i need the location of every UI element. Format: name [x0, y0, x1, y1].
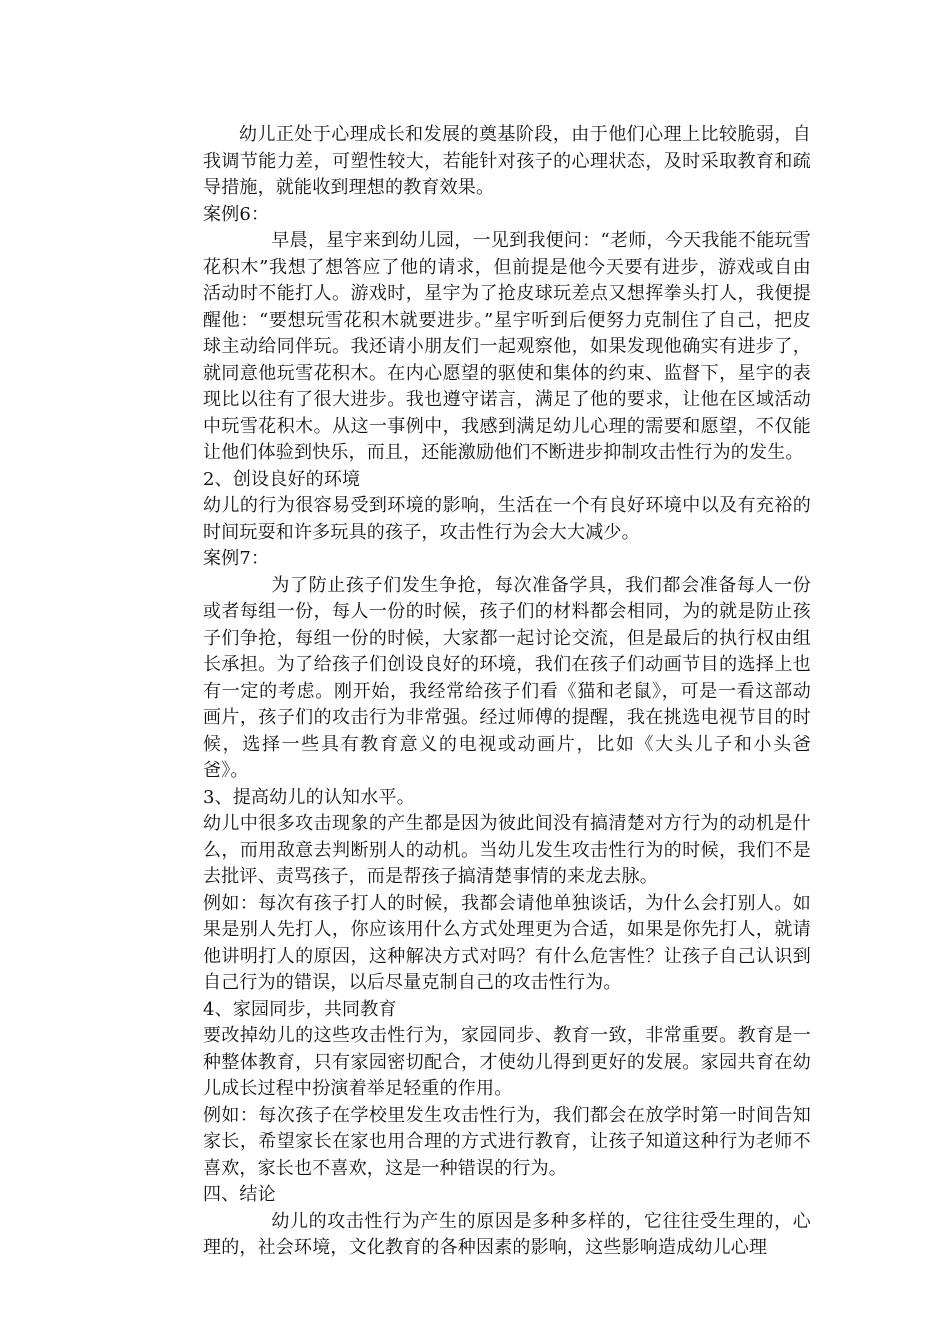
- case-6-paragraph: 早晨，星宇来到幼儿园，一见到我便问：“老师，今天我能不能玩雪花积木”我想了想答应了他的请求，但前提是他今天要有进步，游戏或自由活动时不能打人。游戏时，星宇为了抢皮球玩差点又想挥拳头打人，我便提醒他：“要想玩雪花积木就要进步。”星宇听到后便努力克制住了自己，把皮球主动给同伴玩。我还请小朋友们一起观察他，如果发现他确实有进步了，就同意他玩雪花积木。在内心愿望的驱使和集体的约束、监督下，星宇的表现比以往有了很大进步。我也遵守诺言，满足了他的要求，让他在区域活动中玩雪花积木。从这一事例中，我感到满足幼儿心理的需要和愿望，不仅能让他们体验到快乐，而且，还能激励他们不断进步抑制攻击性行为的发生。: [203, 230, 811, 463]
- section-4-heading: 4、家园同步，共同教育: [203, 998, 397, 1020]
- section-2-paragraph: 幼儿的行为很容易受到环境的影响，生活在一个有良好环境中以及有充裕的时间玩耍和许多玩具的孩子，攻击性行为会大大减少。: [203, 495, 811, 543]
- intro-paragraph: 幼儿正处于心理成长和发展的奠基阶段，由于他们心理上比较脆弱，自我调节能力差，可塑性较大，若能针对孩子的心理状态，及时采取教育和疏导措施，就能收到理想的教育效果。: [203, 124, 811, 198]
- case-6-label: 案例6：: [203, 203, 270, 225]
- section-4-paragraph: 要改掉幼儿的这些攻击性行为，家园同步、教育一致，非常重要。教育是一种整体教育，只有家园密切配合，才使幼儿得到更好的发展。家园共育在幼儿成长过程中扮演着举足轻重的作用。: [203, 1025, 811, 1099]
- conclusion-heading: 四、结论: [203, 1184, 276, 1205]
- case-7-paragraph: 为了防止孩子们发生争抢，每次准备学具，我们都会准备每人一份或者每组一份，每人一份的时候，孩子们的材料都会相同，为的就是防止孩子们争抢，每组一份的时候，大家都一起讨论交流，但是最后的执行权由组长承担。为了给孩子们创设良好的环境，我们在孩子们动画节目的选择上也有一定的考虑。刚开始，我经常给孩子们看《猫和老鼠》，可是一看这部动画片，孩子们的攻击行为非常强。经过师傅的提醒，我在挑选电视节目的时候，选择一些具有教育意义的电视或动画片，比如《大头儿子和小头爸爸》。: [203, 574, 811, 781]
- conclusion-paragraph: 幼儿的攻击性行为产生的原因是多种多样的，它往往受生理的，心理的，社会环境，文化教育的各种因素的影响，这些影响造成幼儿心理: [203, 1210, 811, 1258]
- document-body: [203, 122, 811, 1262]
- case-7-label: 案例7：: [203, 548, 270, 569]
- section-4-example-paragraph: 例如：每次孩子在学校里发生攻击性行为，我们都会在放学时第一时间告知家长，希望家长在家也用合理的方式进行教育，让孩子知道这种行为老师不喜欢，家长也不喜欢，这是一种错误的行为。: [203, 1104, 811, 1179]
- section-2-heading: 2、创设良好的环境: [203, 468, 361, 490]
- section-3-example-paragraph: 例如：每次有孩子打人的时候，我都会请他单独谈话，为什么会打别人。如果是别人先打人，你应该用什么方式处理更为合适，如果是你先打人，就请他讲明打人的原因，这种解决方式对吗？有什么危害性？让孩子自己认识到自己行为的错误，以后尽量克制自己的攻击性行为。: [203, 892, 811, 993]
- section-3-heading: 3、提高幼儿的认知水平。: [203, 786, 415, 808]
- section-3-paragraph: 幼儿中很多攻击现象的产生都是因为彼此间没有搞清楚对方行为的动机是什么，而用敌意去判断别人的动机。当幼儿发生攻击性行为的时候，我们不是去批评、责骂孩子，而是帮孩子搞清楚事情的来龙去脉。: [203, 813, 811, 887]
